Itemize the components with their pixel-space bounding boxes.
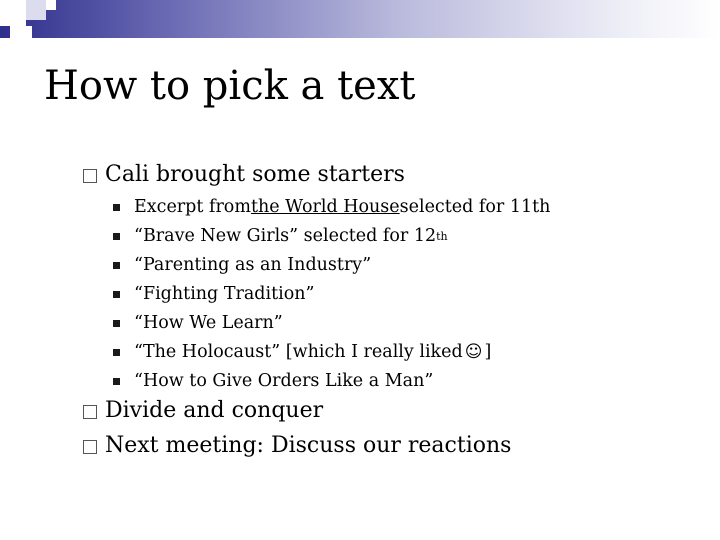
sub-item [113,197,550,217]
decor-square [10,26,32,38]
filled-square-bullet-icon [113,349,120,356]
sub-item-pre: Excerpt from [134,197,251,217]
hollow-square-bullet-icon [83,405,97,419]
decor-square [26,0,46,20]
sub-item-text: “How We Learn” [134,313,283,333]
filled-square-bullet-icon [113,320,120,327]
sub-item [113,255,371,275]
slide-title: How to pick a text [44,63,416,109]
filled-square-bullet-icon [113,262,120,269]
sub-item-sup: th [436,229,448,243]
sub-item-post: ] [484,342,492,362]
smiley-icon: ☺ [464,342,483,362]
sub-item-text: “Fighting Tradition” [134,284,315,304]
hollow-square-bullet-icon [83,440,97,454]
bullet-starters [83,162,405,187]
header-spacer [0,38,720,60]
hollow-square-bullet-icon [83,169,97,183]
sub-item [113,313,283,333]
sub-item-pre: “Brave New Girls” selected for 12 [134,226,437,246]
sub-item-text: “Parenting as an Industry” [134,255,372,275]
header-gradient-bar [0,0,720,38]
bullet-divide [83,398,323,423]
filled-square-bullet-icon [113,291,120,298]
filled-square-bullet-icon [113,233,120,240]
sub-item-text: “How to Give Orders Like a Man” [134,371,434,391]
decor-square [0,0,26,26]
filled-square-bullet-icon [113,204,120,211]
bullet-text: Cali brought some starters [105,162,405,187]
sub-item-underlined: the World House [250,197,400,217]
sub-item-pre: “The Holocaust” [which I really liked [134,342,463,362]
sub-item-post: selected for 11th [399,197,551,217]
sub-item [113,284,314,304]
sub-item [113,371,433,391]
filled-square-bullet-icon [113,378,120,385]
bullet-text: Divide and conquer [105,398,324,423]
sub-item [113,226,448,246]
bullet-next-meeting [83,433,511,458]
sub-item [113,342,491,362]
decor-square [46,0,56,10]
bullet-text: Next meeting: Discuss our reactions [105,433,512,458]
